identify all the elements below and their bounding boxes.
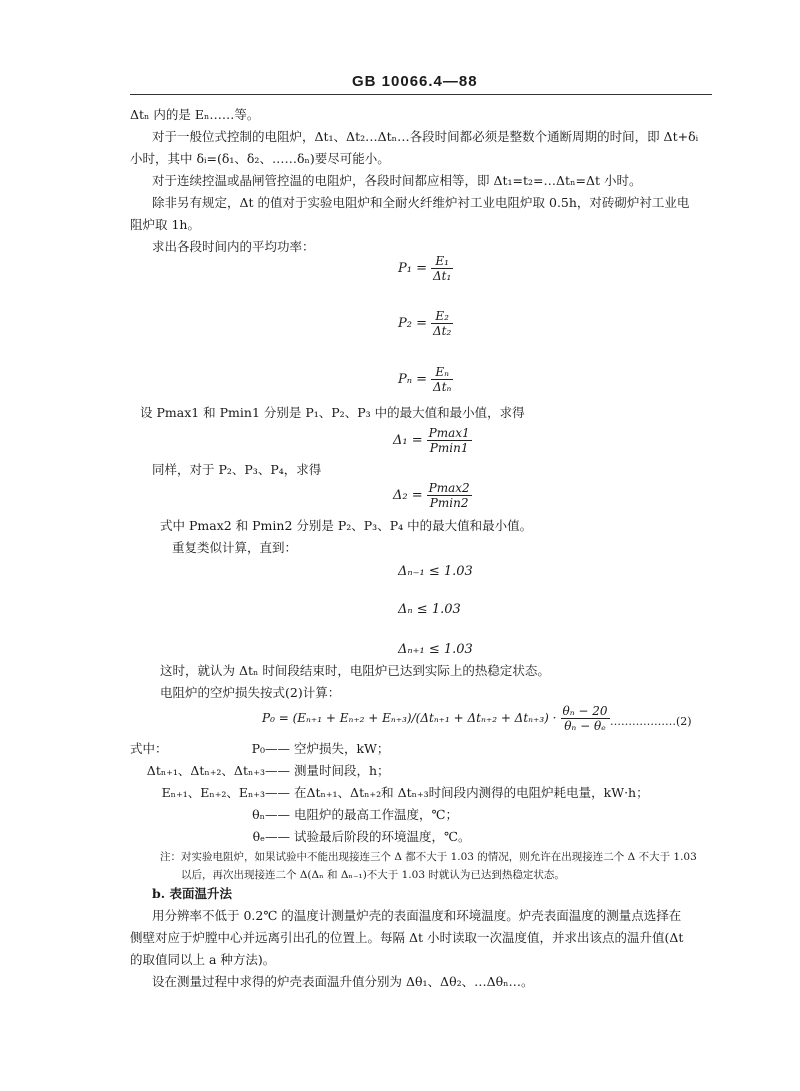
definition-text: —— 在Δtₙ₊₁、Δtₙ₊₂和 Δtₙ₊₃时间段内测得的电阻炉耗电量，kW·h； (265, 785, 649, 800)
paragraph-line: 用分辨率不低于 0.2℃ 的温度计测量炉壳的表面温度和环境温度。炉壳表面温度的测量点选择在 (152, 908, 682, 923)
note-line: 注：对实验电阻炉，如果试验中不能出现接连三个 Δ 都不大于 1.03 的情况，则允许在出现接连二个 Δ 不大于 1.03 (160, 851, 697, 863)
formula-denominator: Δt₁ (432, 269, 452, 283)
formula-main: P₀ = (Eₙ₊₁ + Eₙ₊₂ + Eₙ₊₃)/(Δtₙ₊₁ + Δtₙ₊₂ + Δtₙ₊₃) · (262, 711, 557, 725)
paragraph-line: 这时，就认为 Δtₙ 时间段结束时，电阻炉已达到实际上的热稳定状态。 (160, 663, 550, 678)
definition-text: —— 试验最后阶段的环境温度，℃。 (265, 829, 471, 844)
formula-pn (398, 366, 453, 393)
paragraph-line: 对于连续控温或晶闸管控温的电阻炉，各段时间都应相等，即 Δt₁=t₂=…Δtₙ=Δt 小时。 (152, 173, 642, 188)
formula-denominator: Pmin2 (429, 496, 469, 510)
formula-delta1 (393, 427, 472, 454)
page-header (0, 70, 800, 96)
paragraph-line: 小时，其中 δᵢ=(δ₁、δ₂、……δₙ)要尽可能小。 (130, 151, 390, 166)
paragraph-line: 求出各段时间内的平均功率： (152, 239, 315, 254)
formula-lhs: Δ₁ = (393, 433, 423, 448)
definition-symbol: Δtₙ₊₁、Δtₙ₊₂、Δtₙ₊₃ (146, 763, 265, 778)
definition-text: —— 电阻炉的最高工作温度，℃； (265, 807, 458, 822)
formula-numerator: Pmax1 (428, 426, 470, 440)
definition-symbol: θₙ (252, 807, 265, 822)
formula-denominator: Δt₂ (432, 324, 452, 338)
formula-denominator: θₙ − θₑ (564, 719, 606, 733)
paragraph-line: 设 Pmax1 和 Pmin1 分别是 P₁、P₂、P₃ 中的最大值和最小值，求得 (140, 405, 525, 420)
formula-numerator: Eₙ (431, 366, 453, 380)
formula-numerator: Pmax2 (428, 481, 470, 495)
formula-p1 (398, 255, 453, 282)
paragraph-line: 设在测量过程中求得的炉壳表面温升值分别为 Δθ₁、Δθ₂、…Δθₙ…。 (152, 974, 534, 989)
definition-text: —— 空炉损失，kW； (265, 741, 390, 756)
paragraph-line: 电阻炉的空炉损失按式(2)计算： (160, 685, 341, 700)
formula-p2 (398, 310, 453, 337)
standard-code: GB 10066.4—88 (352, 73, 478, 90)
definition-row (130, 787, 649, 800)
definition-row (130, 809, 458, 822)
definition-text: —— 测量时间段，h； (265, 763, 390, 778)
formula-numerator: E₁ (431, 255, 453, 269)
equation-number: ………………(2) (610, 715, 692, 728)
formula-numerator: E₂ (431, 310, 453, 324)
definition-row (130, 765, 390, 778)
formula-denominator: Δtₙ (433, 380, 452, 394)
formula-2 (262, 705, 610, 732)
definition-row (130, 831, 470, 844)
paragraph-line: 重复类似计算，直到： (172, 540, 298, 555)
formula-numerator: θₙ − 20 (562, 704, 608, 718)
condition-line: Δₙ₋₁ ≤ 1.03 (398, 564, 473, 579)
definition-symbol: Eₙ₊₁、Eₙ₊₂、Eₙ₊₃ (161, 785, 265, 800)
definition-symbol: θₑ (252, 829, 265, 844)
formula-lhs: P₂ = (398, 316, 427, 331)
formula-lhs: P₁ = (398, 261, 427, 276)
paragraph-line: 式中 Pmax2 和 Pmin2 分别是 P₂、P₃、P₄ 中的最大值和最小值。 (160, 518, 533, 533)
formula-lhs: Δ₂ = (393, 488, 423, 503)
paragraph-line: 阻炉取 1h。 (130, 217, 200, 232)
formula-denominator: Pmin1 (429, 441, 469, 455)
where-label: 式中： (130, 741, 168, 756)
definition-row (130, 743, 389, 756)
formula-lhs: Pₙ = (398, 372, 428, 387)
formula-delta2 (393, 482, 472, 509)
paragraph-line: Δtₙ 内的是 Eₙ……等。 (130, 107, 260, 122)
section-heading: b. 表面温升法 (152, 886, 232, 901)
paragraph-line: 侧壁对应于炉膛中心并远离引出孔的位置上。每隔 Δt 小时读取一次温度值，并求出该点的温升值(Δt (130, 930, 684, 945)
paragraph-line: 对于一般位式控制的电阻炉，Δt₁、Δt₂…Δtₙ…各段时间都必须是整数个通断周期的时间，即 Δt+δᵢ (152, 129, 699, 144)
header-rule (130, 94, 712, 95)
paragraph-line: 除非另有规定，Δt 的值对于实验电阻炉和全耐火纤维炉衬工业电阻炉取 0.5h，对砖砌炉衬工业电 (152, 195, 690, 210)
condition-line: Δₙ₊₁ ≤ 1.03 (398, 642, 473, 657)
paragraph-line: 的取值同以上 a 种方法)。 (130, 952, 276, 967)
condition-line: Δₙ ≤ 1.03 (398, 602, 461, 617)
paragraph-line: 同样，对于 P₂、P₃、P₄，求得 (152, 462, 322, 477)
note-line: 以后，再次出现接连二个 Δ(Δₙ 和 Δₙ₋₁)不大于 1.03 时就认为已达到热稳定状态。 (181, 869, 565, 881)
definition-symbol: P₀ (251, 741, 265, 756)
